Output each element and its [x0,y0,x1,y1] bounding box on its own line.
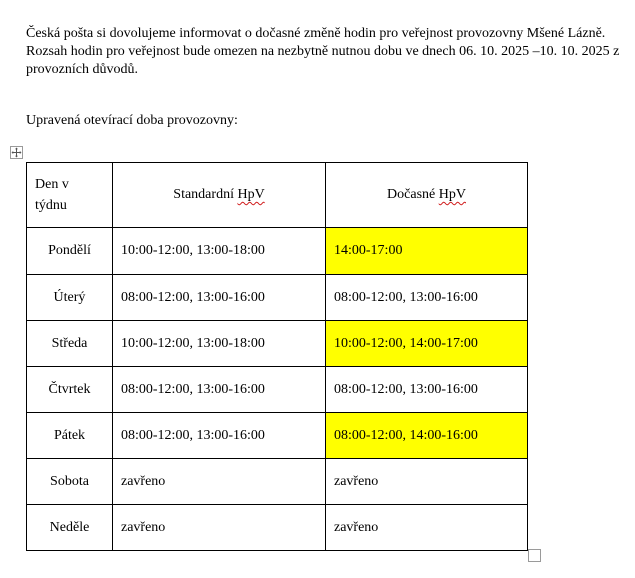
table-row [27,321,528,367]
table-row [27,228,528,275]
header-temporary-prefix: Dočasné [387,187,439,202]
day-cell: Sobota [27,459,113,505]
table-resize-handle-icon[interactable] [528,549,541,562]
table-row [27,367,528,413]
table-header-row [27,163,528,228]
notice-paragraph: Česká pošta si dovolujeme informovat o dočasné změně hodin pro veřejnost provozovny Mšené Lázně. Rozsah hodin pro veřejnost bude omezen na nezbytně nutnou dobu ve dnech 06. 10. 2025 –10. 10. 2025 z provozních důvodů. [26,26,620,77]
temporary-hours-cell: 08:00-12:00, 13:00-16:00 [326,275,528,321]
standard-hours-cell: 08:00-12:00, 13:00-16:00 [113,367,326,413]
header-standard [113,163,326,228]
temporary-hours-cell: 08:00-12:00, 14:00-16:00 [326,413,528,459]
header-temporary [326,163,528,228]
day-cell: Pondělí [27,228,113,275]
day-cell: Neděle [27,505,113,551]
intro-line: Upravená otevírací doba provozovny: [26,113,238,128]
day-cell: Středa [27,321,113,367]
text-cursor [527,365,528,380]
standard-hours-cell: 10:00-12:00, 13:00-18:00 [113,321,326,367]
day-cell: Čtvrtek [27,367,113,413]
day-cell: Úterý [27,275,113,321]
standard-hours-cell: 08:00-12:00, 13:00-16:00 [113,275,326,321]
header-standard-prefix: Standardní [173,187,238,202]
temporary-hours-cell: 14:00-17:00 [326,228,528,275]
temporary-hours-cell: zavřeno [326,505,528,551]
temporary-hours-cell: 10:00-12:00, 14:00-17:00 [326,321,528,367]
temporary-hours-cell: zavřeno [326,459,528,505]
table-row [27,413,528,459]
standard-hours-cell: zavřeno [113,505,326,551]
standard-hours-cell: zavřeno [113,459,326,505]
header-day: Den v týdnu [27,163,113,228]
table-row [27,275,528,321]
standard-hours-cell: 08:00-12:00, 13:00-16:00 [113,413,326,459]
standard-hours-cell: 10:00-12:00, 13:00-18:00 [113,228,326,275]
table-row [27,505,528,551]
temporary-hours-cell: 08:00-12:00, 13:00-16:00 [326,367,528,413]
opening-hours-table [26,162,528,551]
table-row [27,459,528,505]
table-move-handle-icon[interactable] [10,146,23,159]
header-temporary-word: HpV [438,187,466,202]
day-cell: Pátek [27,413,113,459]
header-standard-word: HpV [237,187,265,202]
